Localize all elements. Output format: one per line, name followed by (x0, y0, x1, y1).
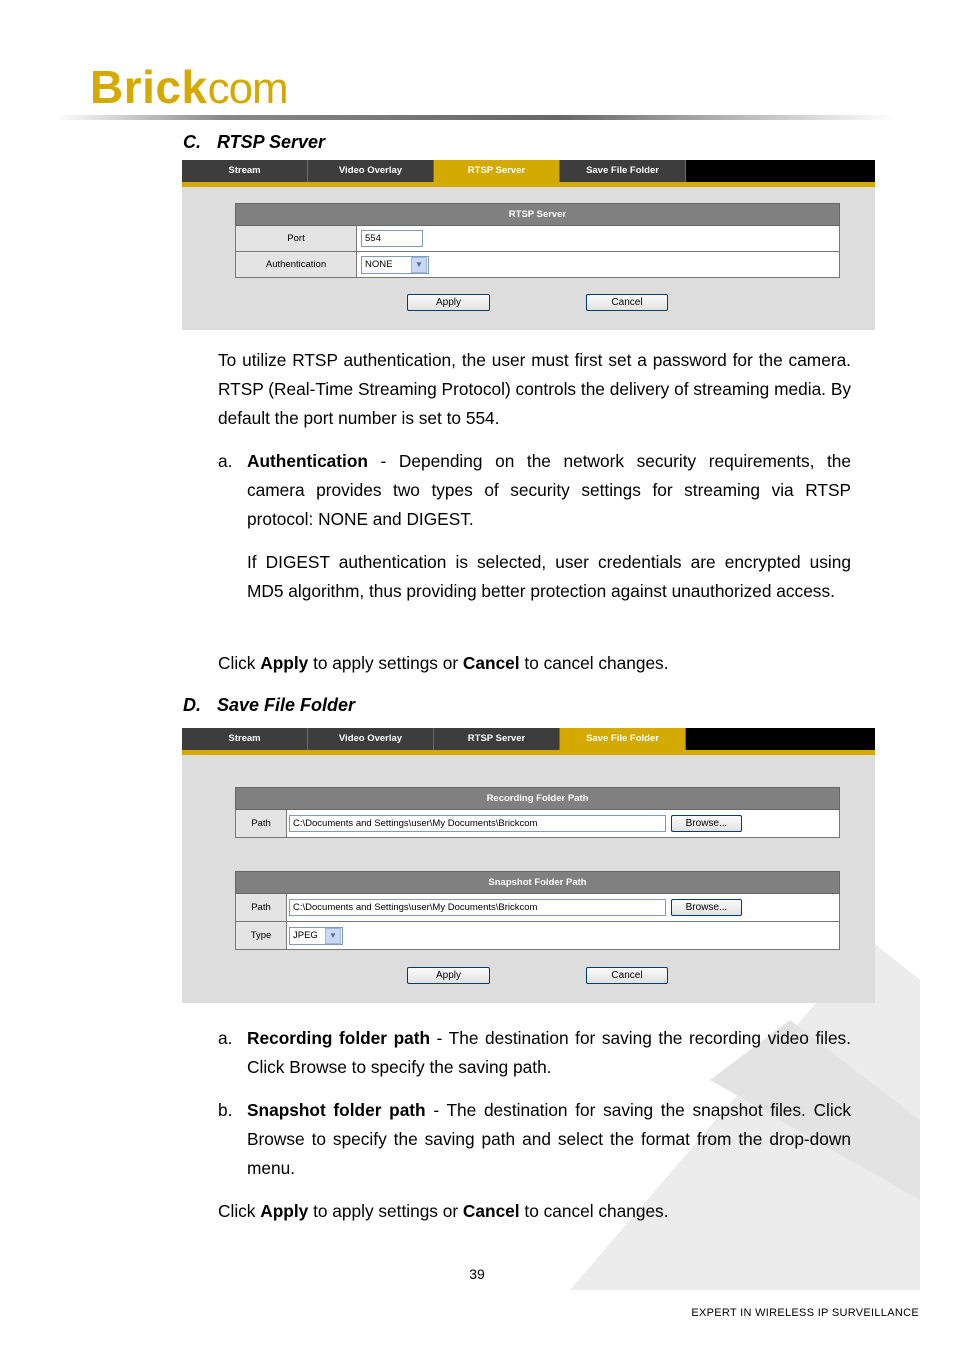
recording-path-label: Path (236, 810, 287, 838)
recording-path-input[interactable]: C:\Documents and Settings\user\My Documents\Brickcom (289, 815, 666, 832)
tab-stream[interactable]: Stream (182, 728, 308, 750)
save-file-folder-panel (182, 728, 875, 1003)
instr-text: to apply settings or (308, 653, 463, 673)
tab-save-file-folder[interactable]: Save File Folder (560, 160, 686, 182)
section-d-title: Save File Folder (217, 695, 356, 715)
snapshot-path-input[interactable]: C:\Documents and Settings\user\My Documents\Brickcom (289, 899, 666, 916)
term-authentication: Authentication (247, 451, 368, 471)
tab-stream[interactable]: Stream (182, 160, 308, 182)
type-select[interactable] (289, 927, 343, 945)
tabbar-filler (686, 728, 875, 750)
rtsp-intro-paragraph: To utilize RTSP authentication, the user must first set a password for the camera. RTSP (Real-Time Streaming Protocol) controls the delivery of streaming media. By default the port number is set to 554. (218, 350, 851, 428)
recording-folder-table (235, 787, 840, 838)
type-select-value: JPEG (293, 930, 318, 941)
instr-apply-term: Apply (260, 1201, 309, 1221)
click-apply-instruction-c (218, 649, 851, 678)
click-apply-instruction-d (218, 1197, 851, 1226)
cancel-button[interactable]: Cancel (586, 294, 668, 311)
header-divider (55, 115, 895, 120)
footer-tagline: EXPERT IN WIRELESS IP SURVEILLANCE (691, 1307, 919, 1319)
list-marker: b. (218, 1100, 233, 1120)
tab-rtsp-server[interactable]: RTSP Server (434, 728, 560, 750)
settings-tabbar (182, 160, 875, 187)
list-item-snapshot-folder-path (218, 1096, 852, 1183)
recording-folder-description: - The destination for saving the recording video files. Click Browse to specify the saving path. (247, 1028, 851, 1077)
section-c-heading (183, 132, 325, 153)
authentication-select[interactable] (361, 256, 429, 274)
list-item-recording-folder-path (218, 1024, 851, 1082)
instr-text: to apply settings or (308, 1201, 463, 1221)
snapshot-folder-title: Snapshot Folder Path (236, 872, 840, 894)
term-snapshot-folder-path: Snapshot folder path (247, 1100, 426, 1120)
instr-cancel-term: Cancel (462, 1201, 520, 1221)
rtsp-form-table (235, 203, 840, 278)
logo-light-text: com (207, 64, 288, 113)
brickcom-logo (90, 60, 288, 113)
instr-text: to cancel changes. (519, 1201, 669, 1221)
page-number: 39 (469, 1266, 485, 1282)
digest-note-paragraph: If DIGEST authentication is selected, user credentials are encrypted using MD5 algorithm, thus providing better protection against unauthorized access. (247, 552, 851, 601)
authentication-label: Authentication (236, 252, 357, 278)
list-marker: a. (218, 451, 233, 471)
tabbar-filler (686, 160, 875, 182)
snapshot-folder-table (235, 871, 840, 950)
rtsp-form-title: RTSP Server (236, 204, 840, 226)
instr-text: to cancel changes. (519, 653, 669, 673)
recording-folder-title: Recording Folder Path (236, 788, 840, 810)
apply-button[interactable]: Apply (407, 967, 490, 984)
chevron-down-icon: ▼ (325, 928, 341, 944)
snapshot-folder-description: - The destination for saving the snapshot files. Click Browse to specify the saving path and select the format from the drop-down menu. (247, 1100, 852, 1178)
instr-apply-term: Apply (260, 653, 309, 673)
snapshot-path-label: Path (236, 894, 287, 922)
logo-bold-text: Brick (90, 61, 208, 113)
instr-text: Click (218, 653, 261, 673)
tab-rtsp-server[interactable]: RTSP Server (434, 160, 560, 182)
port-input[interactable]: 554 (361, 230, 423, 247)
section-d-heading (183, 695, 355, 716)
type-label: Type (236, 922, 287, 950)
tab-save-file-folder[interactable]: Save File Folder (560, 728, 686, 750)
rtsp-server-panel (182, 160, 875, 330)
tab-video-overlay[interactable]: Video Overlay (308, 728, 434, 750)
authentication-description: - Depending on the network security requirements, the camera provides two types of security settings for streaming via RTSP protocol: NONE and DIGEST. (247, 451, 851, 529)
list-marker: a. (218, 1028, 233, 1048)
chevron-down-icon: ▼ (411, 257, 427, 273)
apply-button[interactable]: Apply (407, 294, 490, 311)
section-d-letter: D. (183, 695, 201, 715)
section-c-letter: C. (183, 132, 201, 152)
authentication-select-value: NONE (365, 259, 393, 270)
port-label: Port (236, 226, 357, 252)
settings-tabbar (182, 728, 875, 755)
list-item-authentication (218, 447, 851, 534)
snapshot-browse-button[interactable]: Browse... (671, 899, 743, 916)
section-c-title: RTSP Server (217, 132, 326, 152)
tab-video-overlay[interactable]: Video Overlay (308, 160, 434, 182)
cancel-button[interactable]: Cancel (586, 967, 668, 984)
instr-text: Click (218, 1201, 261, 1221)
term-recording-folder-path: Recording folder path (247, 1028, 431, 1048)
recording-browse-button[interactable]: Browse... (671, 815, 743, 832)
instr-cancel-term: Cancel (462, 653, 520, 673)
